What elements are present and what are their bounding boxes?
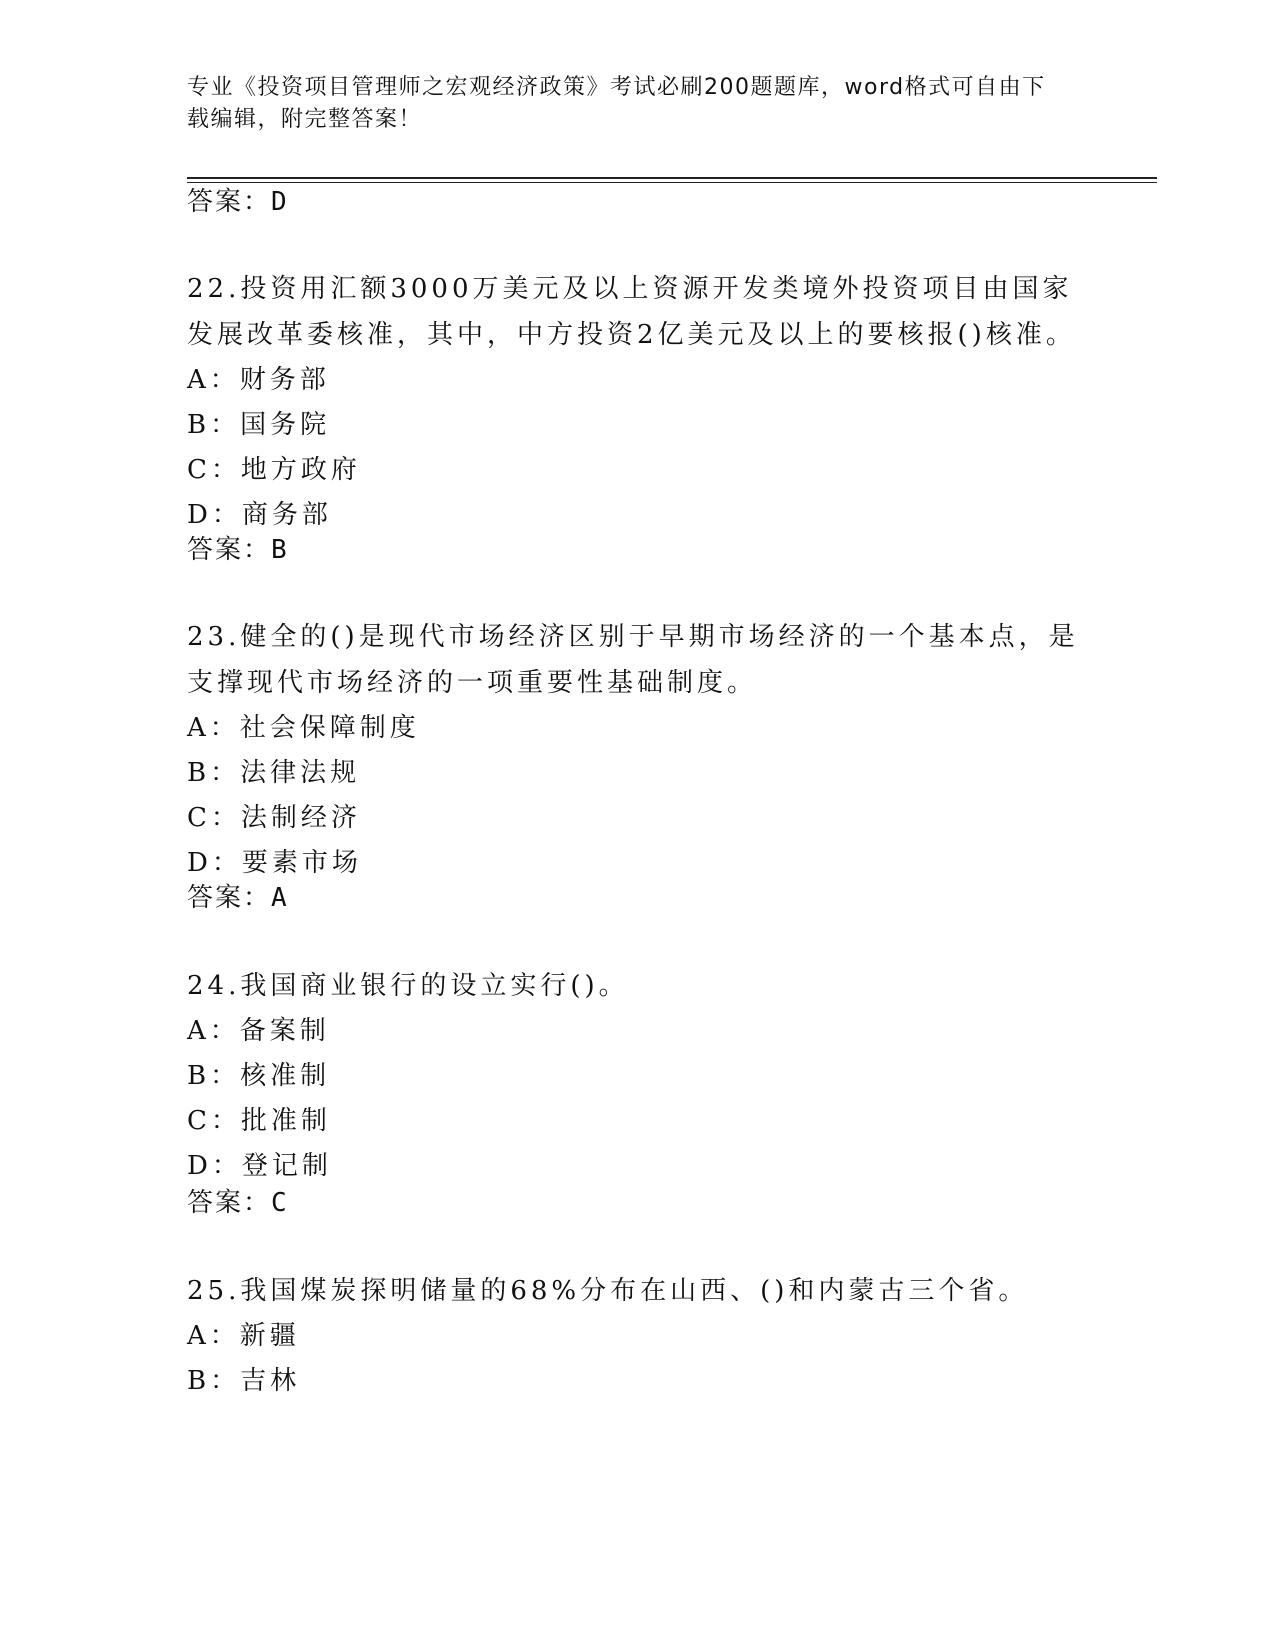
answer-label: 答案： xyxy=(187,535,272,565)
option-d: D：商务部 xyxy=(187,500,332,530)
option-b: B：核准制 xyxy=(187,1061,331,1091)
answer-label: 答案： xyxy=(187,883,272,913)
option-a: A：新疆 xyxy=(187,1321,300,1351)
document-header: 专业《投资项目管理师之宏观经济政策》考试必刷200题题库，word格式可自由下载编辑，附完整答案！ xyxy=(187,75,1046,132)
answer-line xyxy=(187,530,289,570)
answer-line xyxy=(187,182,289,222)
header-divider-thin xyxy=(187,182,1157,183)
question-text: 22.投资用汇额3000万美元及以上资源开发类境外投资项目由国家发展改革委核准，其中，中方投资2亿美元及以上的要核报()核准。 xyxy=(187,274,1076,350)
option-c: C：批准制 xyxy=(187,1106,331,1136)
option-b: B：国务院 xyxy=(187,410,331,440)
question-text: 24.我国商业银行的设立实行()。 xyxy=(187,971,629,1001)
option-c: C：地方政府 xyxy=(187,455,361,485)
question-23 xyxy=(187,614,1087,886)
answer-label: 答案： xyxy=(187,187,272,217)
header-divider xyxy=(187,177,1157,179)
answer-line xyxy=(187,1183,289,1223)
answer-value: C xyxy=(271,1188,289,1218)
option-b: B：法律法规 xyxy=(187,758,361,788)
option-d: D：要素市场 xyxy=(187,848,362,878)
question-22 xyxy=(187,266,1087,538)
option-a: A：备案制 xyxy=(187,1016,330,1046)
option-d: D：登记制 xyxy=(187,1151,332,1181)
answer-label: 答案： xyxy=(187,1188,272,1218)
question-text: 23.健全的()是现代市场经济区别于早期市场经济的一个基本点，是支撑现代市场经济的一项重要性基础制度。 xyxy=(187,622,1079,698)
answer-line xyxy=(187,878,289,918)
option-a: A：财务部 xyxy=(187,365,330,395)
option-b: B：吉林 xyxy=(187,1366,301,1396)
question-24 xyxy=(187,963,1087,1189)
answer-value: D xyxy=(271,187,289,217)
question-25 xyxy=(187,1268,1087,1404)
question-text: 25.我国煤炭探明储量的68%分布在山西、()和内蒙古三个省。 xyxy=(187,1276,1029,1306)
option-a: A：社会保障制度 xyxy=(187,713,420,743)
answer-value: B xyxy=(271,535,289,565)
answer-value: A xyxy=(271,883,289,913)
option-c: C：法制经济 xyxy=(187,803,361,833)
